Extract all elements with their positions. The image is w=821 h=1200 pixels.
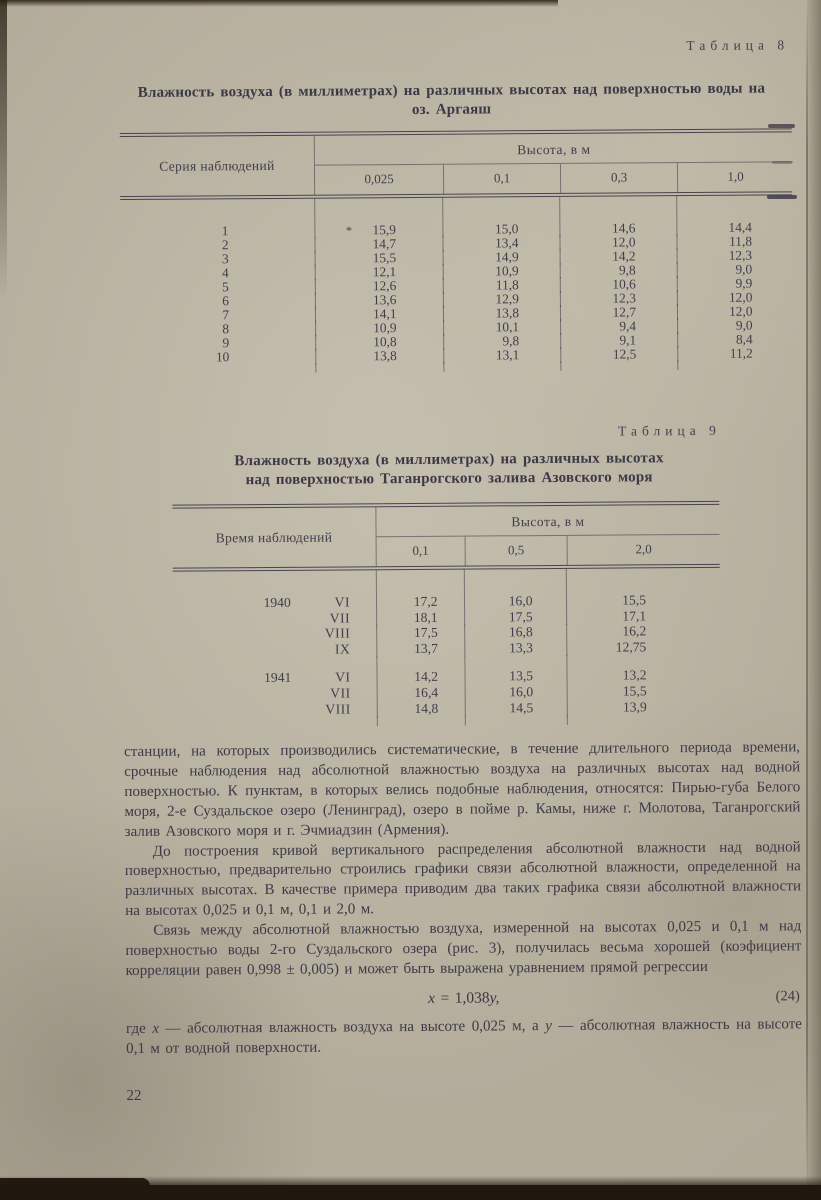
table-cell xyxy=(442,197,559,222)
humidity-value: 9,8 xyxy=(618,262,636,278)
equation-line xyxy=(126,986,802,1013)
year-label: 1940 xyxy=(263,594,291,611)
humidity-value: 13,5 xyxy=(509,668,534,684)
print-through-mark xyxy=(768,124,795,128)
table8-subcols xyxy=(315,162,793,194)
humidity-value: 15,5 xyxy=(622,683,647,699)
table9-subcols xyxy=(377,535,720,566)
table9-caption-label: Таблица 9 xyxy=(618,422,721,439)
value-cell xyxy=(377,685,465,702)
humidity-value: 9,0 xyxy=(735,261,753,277)
value-cell xyxy=(567,698,720,715)
series-number: 10 xyxy=(215,349,230,365)
table9-column-header-2: 2,0 xyxy=(567,535,720,565)
p4-prefix: где xyxy=(125,1020,153,1037)
value-cell xyxy=(566,623,719,640)
table-cell xyxy=(465,715,567,726)
humidity-value: 12,3 xyxy=(728,247,753,263)
table8-column-header-3: 1,0 xyxy=(677,162,793,192)
time-cell xyxy=(173,610,376,627)
value-cell xyxy=(376,609,464,626)
humidity-value: 9,8 xyxy=(502,333,520,349)
humidity-value: 9,1 xyxy=(619,332,637,348)
humidity-value: 12,9 xyxy=(495,291,519,307)
humidity-value: 9,4 xyxy=(619,318,637,334)
humidity-value: 12,5 xyxy=(612,346,637,362)
scan-page-fold-line xyxy=(806,0,808,1200)
value-cell xyxy=(464,668,566,685)
humidity-value: 14,1 xyxy=(373,306,397,322)
table-cell xyxy=(315,362,443,373)
table9-column-header-0: 0,1 xyxy=(412,542,429,558)
print-through-mark xyxy=(767,195,797,199)
humidity-value: 11,2 xyxy=(729,345,753,361)
humidity-value: 13,9 xyxy=(622,698,647,715)
table-cell xyxy=(314,198,442,223)
table9-span-header: Высота, в м xyxy=(376,505,719,537)
table-cell xyxy=(174,716,377,727)
value-cell xyxy=(377,700,465,717)
table-cell xyxy=(560,360,677,371)
humidity-value: 12,3 xyxy=(612,290,636,306)
value-cell xyxy=(464,609,566,626)
humidity-value: 14,7 xyxy=(372,236,397,252)
humidity-value: 17,5 xyxy=(508,608,533,624)
humidity-value: 17,2 xyxy=(413,593,438,609)
scan-edge-top xyxy=(0,0,558,7)
body-text xyxy=(124,738,802,1059)
table-cell xyxy=(443,361,560,372)
year-label xyxy=(173,650,299,651)
paragraph-2: До построения кривой вертикального распределения абсолютной влажности над водной поверхностью, предварительно строились графики связи абсолютной влажности, определенной на различных высотах. В качестве примера приводим два таких графика связи абсолютной влажности на высотах 0,025 и 0,1 м, 0,1 и 2,0 м. xyxy=(124,838,802,920)
table-cell xyxy=(464,569,566,594)
table8-title: Влажность воздуха (в миллиметрах) на различных высотах над поверхностью воды на оз. Аргаяш xyxy=(137,80,766,118)
table-cell xyxy=(559,196,676,221)
humidity-value: 12,0 xyxy=(728,289,753,305)
value-cell xyxy=(566,592,719,609)
p4-suffix: — абсолютная влажность на высоте 0,1 м от водной поверхности. xyxy=(126,1016,803,1057)
humidity-value: 14,2 xyxy=(414,669,439,685)
humidity-value: 16,2 xyxy=(622,623,647,639)
table-cell xyxy=(566,654,719,668)
table9-title-line1: Влажность воздуха (в миллиметрах) на различных высотах xyxy=(234,450,664,470)
table9-title-line2: над поверхностью Таганрогского залива Азовского моря xyxy=(245,469,653,489)
table8-body xyxy=(120,195,793,374)
value-cell xyxy=(464,624,566,641)
table8-caption-label: Таблица 8 xyxy=(686,37,790,54)
value-cell xyxy=(464,640,566,657)
value-cell xyxy=(566,639,719,656)
p4-mid: — абсолютная влажность воздуха на высоте 0,025 м, а xyxy=(158,1017,546,1037)
equation-24 xyxy=(126,986,802,1011)
month-roman-numeral: VIII xyxy=(324,625,351,641)
paragraph-1: станции, на которых производились систематические, в течение длительного периода времени, срочные наблюдения над абсолютной влажностью воздуха на различных высотах над водной поверхностью. К пунктам, в которых велись подобные наблюдения, относятся: Пирью-губа Белого моря, 2-е Суздальское озеро (Ленинград), озеро в пойме р. Камы, ниже г. Молотова, Таганрогский залив Азовского моря и г. Эчмиадзин (Армения). xyxy=(123,739,801,840)
humidity-value: 12,1 xyxy=(372,264,397,280)
table8-column-header-0: 0,025 xyxy=(364,171,394,187)
year-label xyxy=(174,694,300,695)
value-cell xyxy=(566,667,719,684)
equation-number: (24) xyxy=(775,988,800,1005)
table-cell xyxy=(121,363,315,374)
time-cell xyxy=(173,625,376,642)
table8-header xyxy=(120,128,792,200)
value-cell xyxy=(567,683,720,700)
humidity-value: 17,5 xyxy=(413,624,438,641)
table8-row-header: Серия наблюдений xyxy=(159,157,275,174)
month-roman-numeral: VI xyxy=(335,669,351,685)
humidity-value: 9,9 xyxy=(735,275,753,291)
table9-title xyxy=(184,449,714,491)
series-number: 6 xyxy=(222,293,229,309)
humidity-value: 12,0 xyxy=(612,234,636,250)
series-number: 1 xyxy=(221,223,229,239)
table9-height-header-group xyxy=(375,505,719,566)
table-9 xyxy=(172,501,721,728)
table-cell xyxy=(376,656,464,670)
humidity-value: 16,4 xyxy=(414,684,439,700)
table-cell xyxy=(464,655,566,669)
month-roman-numeral: VII xyxy=(330,685,351,701)
humidity-value: 14,6 xyxy=(611,220,636,236)
month-roman-numeral: VII xyxy=(329,610,351,626)
humidity-value: 16,0 xyxy=(509,684,534,700)
month-roman-numeral: IX xyxy=(334,641,351,657)
series-number: 9 xyxy=(222,335,230,351)
value-cell xyxy=(464,593,566,610)
time-cell xyxy=(173,594,376,611)
humidity-value: 14,2 xyxy=(612,248,636,264)
value-cell xyxy=(376,640,464,657)
humidity-value: 14,9 xyxy=(495,249,519,265)
humidity-value: 11,8 xyxy=(495,277,519,293)
scan-edge-bottom xyxy=(0,1185,821,1200)
paragraph-4 xyxy=(126,1015,802,1060)
humidity-value: 13,4 xyxy=(495,235,519,251)
humidity-value: 14,8 xyxy=(414,700,439,716)
year-label xyxy=(174,709,300,710)
equation-rhs: y, xyxy=(489,989,500,1007)
table-cell xyxy=(567,714,720,725)
humidity-value: 10,1 xyxy=(495,319,520,335)
humidity-value: 12,6 xyxy=(372,278,397,294)
humidity-value: 10,6 xyxy=(612,276,636,292)
equation-mid: = 1,038 xyxy=(434,989,490,1007)
humidity-value: 13,8 xyxy=(373,348,397,364)
scan-edge-left xyxy=(0,0,7,300)
paragraph-3: Связь между абсолютной влажностью воздуха, измеренной на высотах 0,025 и 0,1 м над поверхностью воды 2-го Суздальского озера (рис. 3), получилась весьма хорошей (коэфициент корреляции равен 0,998 ± 0,005) и может быть выражена уравнением прямой регрессии xyxy=(125,918,802,979)
table-cell xyxy=(566,568,719,593)
print-through-mark xyxy=(772,161,792,164)
humidity-value: 15,9 xyxy=(372,222,396,238)
time-cell xyxy=(173,670,376,687)
time-cell xyxy=(173,641,376,658)
month-roman-numeral: VI xyxy=(334,594,351,610)
series-number: 7 xyxy=(222,307,230,323)
table9-row-header: Время наблюдений xyxy=(215,529,333,545)
year-label xyxy=(173,634,299,635)
humidity-value: 11,8 xyxy=(729,233,753,249)
table-cell xyxy=(377,716,465,727)
p4-var-y: y xyxy=(545,1017,552,1034)
humidity-value: 13,3 xyxy=(508,639,533,656)
humidity-value: 12,0 xyxy=(729,303,753,319)
page-number: 22 xyxy=(126,1087,142,1104)
humidity-value: 12,75 xyxy=(615,639,647,655)
time-cell xyxy=(174,685,377,702)
humidity-value: 10,9 xyxy=(495,263,519,279)
table-cell xyxy=(676,195,792,220)
humidity-value: 13,1 xyxy=(495,347,520,363)
humidity-value: 13,7 xyxy=(413,640,438,656)
table-cell xyxy=(677,359,793,370)
equation-lhs: x xyxy=(428,989,436,1007)
humidity-value: 12,7 xyxy=(612,304,637,320)
table-8 xyxy=(120,128,794,374)
humidity-value: 16,0 xyxy=(508,593,533,609)
humidity-value: 15,0 xyxy=(494,221,519,237)
table9-header xyxy=(172,501,719,572)
humidity-value: 9,0 xyxy=(735,317,753,333)
table8-column-header-2: 0,3 xyxy=(560,163,677,193)
footnote-asterisk: * xyxy=(345,223,352,238)
value-cell xyxy=(465,699,567,716)
humidity-value: 13,6 xyxy=(372,292,397,308)
series-number: 8 xyxy=(222,321,230,337)
humidity-value: 15,5 xyxy=(622,592,647,608)
table9-column-header-1: 0,5 xyxy=(465,536,567,566)
value-cell xyxy=(376,594,464,611)
time-cell xyxy=(174,701,377,718)
table-cell xyxy=(376,570,464,595)
humidity-value: 13,2 xyxy=(622,667,647,683)
table8-column-header-1: 0,1 xyxy=(443,164,560,194)
series-number: 5 xyxy=(222,279,229,295)
value-cell xyxy=(465,684,567,701)
humidity-value: 18,1 xyxy=(413,609,438,625)
value-cell xyxy=(566,607,719,624)
table-cell xyxy=(173,570,376,595)
table8-height-header-group xyxy=(314,132,793,194)
humidity-value: 14,5 xyxy=(509,699,534,715)
humidity-value: 8,4 xyxy=(735,331,753,347)
humidity-value: 14,4 xyxy=(728,219,752,235)
humidity-value: 15,5 xyxy=(372,250,397,266)
humidity-value: 10,9 xyxy=(373,320,397,336)
humidity-value: 16,8 xyxy=(508,624,533,640)
table-cell xyxy=(120,199,314,224)
p4-var-x: x xyxy=(152,1020,160,1037)
humidity-value: 10,8 xyxy=(373,334,397,350)
year-label: 1941 xyxy=(264,670,292,686)
value-cell xyxy=(376,669,464,686)
humidity-value: 17,1 xyxy=(622,607,647,624)
value-cell xyxy=(376,625,464,642)
humidity-value: 13,8 xyxy=(495,305,520,321)
table8-span-header: Высота, в м xyxy=(315,132,793,165)
scan-edge-right xyxy=(807,0,821,1200)
table9-body xyxy=(173,568,721,728)
year-label xyxy=(173,618,299,619)
series-number: 2 xyxy=(221,237,229,253)
month-roman-numeral: VIII xyxy=(325,700,351,717)
series-number: 4 xyxy=(221,265,229,281)
series-number: 3 xyxy=(221,251,229,267)
